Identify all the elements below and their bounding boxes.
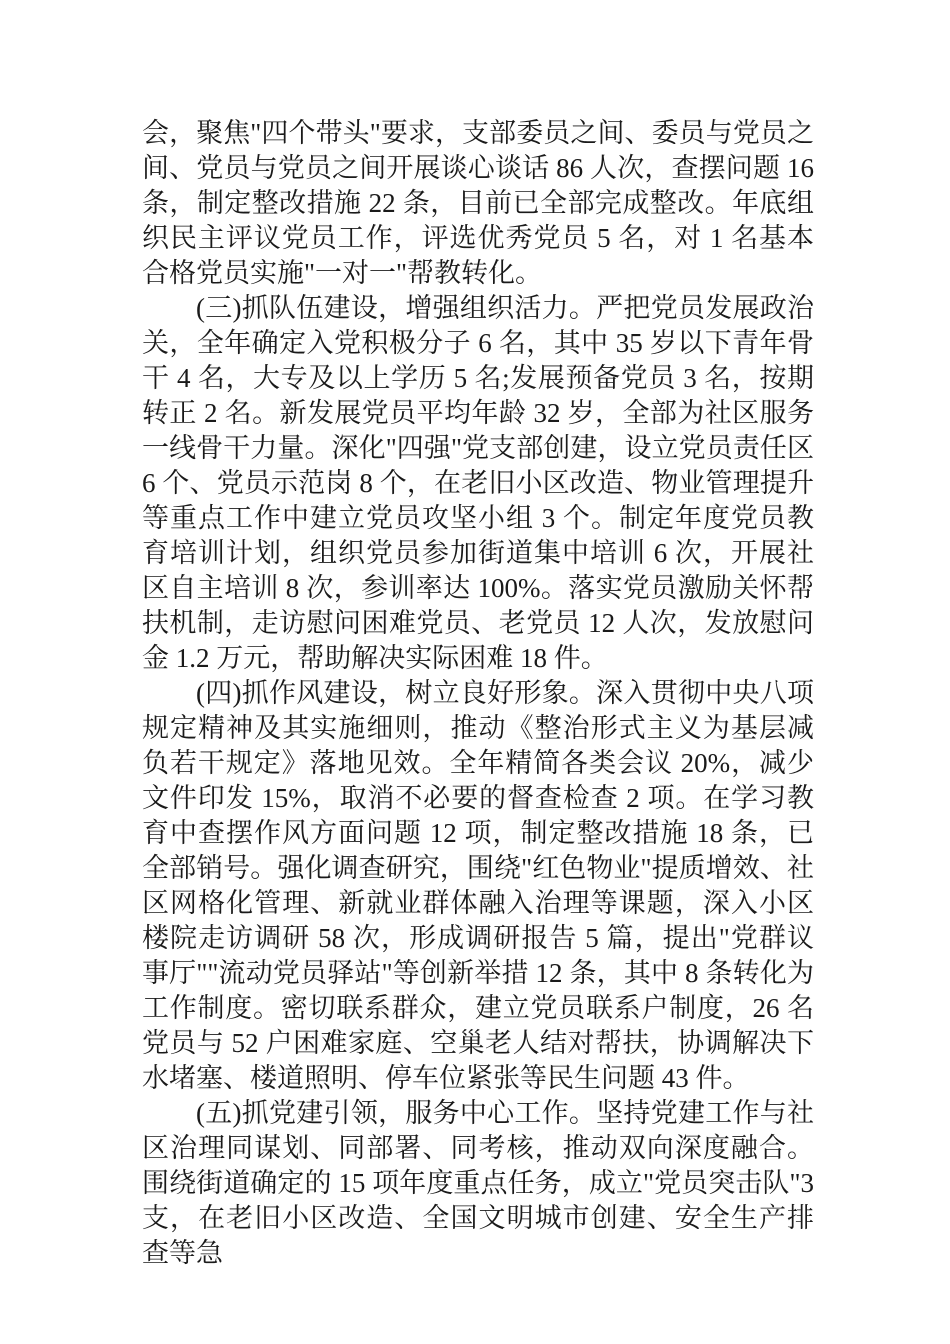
paragraph-section-4: (四)抓作风建设，树立良好形象。深入贯彻中央八项规定精神及其实施细则，推动《整治形式主义为基层减负若干规定》落地见效。全年精简各类会议 20%，减少文件印发 15%，取消不必要的督查检查 2 项。在学习教育中查摆作风方面问题 12 项，制定整改措施 18 条，已全部销号。强化调查研究，围绕"红色物业"提质增效、社区网格化管理、新就业群体融入治理等课题，深入小区楼院走访调研 58 次，形成调研报告 5 篇，提出"党群议事厅""流动党员驿站"等创新举措 12 条，其中 8 条转化为工作制度。密切联系群众，建立党员联系户制度，26 名党员与 52 户困难家庭、空巢老人结对帮扶，协调解决下水堵塞、楼道照明、停车位紧张等民生问题 43 件。 bbox=[142, 678, 814, 1093]
paragraph-section-3: (三)抓队伍建设，增强组织活力。严把党员发展政治关，全年确定入党积极分子 6 名，其中 35 岁以下青年骨干 4 名，大专及以上学历 5 名;发展预备党员 3 名，按期转正 2 名。新发展党员平均年龄 32 岁，全部为社区服务一线骨干力量。深化"四强"党支部创建，设立党员责任区 6 个、党员示范岗 8 个，在老旧小区改造、物业管理提升等重点工作中建立党员攻坚小组 3 个。制定年度党员教育培训计划，组织党员参加街道集中培训 6 次，开展社区自主培训 8 次，参训率达 100%。落实党员激励关怀帮扶机制，走访慰问困难党员、老党员 12 人次，发放慰问金 1.2 万元，帮助解决实际困难 18 件。 bbox=[142, 293, 814, 673]
document-text-block bbox=[142, 116, 814, 1271]
paragraph-section-5: (五)抓党建引领，服务中心工作。坚持党建工作与社区治理同谋划、同部署、同考核，推动双向深度融合。围绕街道确定的 15 项年度重点任务，成立"党员突击队"3 支，在老旧小区改造、全国文明城市创建、安全生产排查等急 bbox=[142, 1098, 814, 1268]
paragraph-continuation: 会，聚焦"四个带头"要求，支部委员之间、委员与党员之间、党员与党员之间开展谈心谈话 86 人次，查摆问题 16 条，制定整改措施 22 条，目前已全部完成整改。年底组织民主评议党员工作，评选优秀党员 5 名，对 1 名基本合格党员实施"一对一"帮教转化。 bbox=[142, 118, 814, 288]
